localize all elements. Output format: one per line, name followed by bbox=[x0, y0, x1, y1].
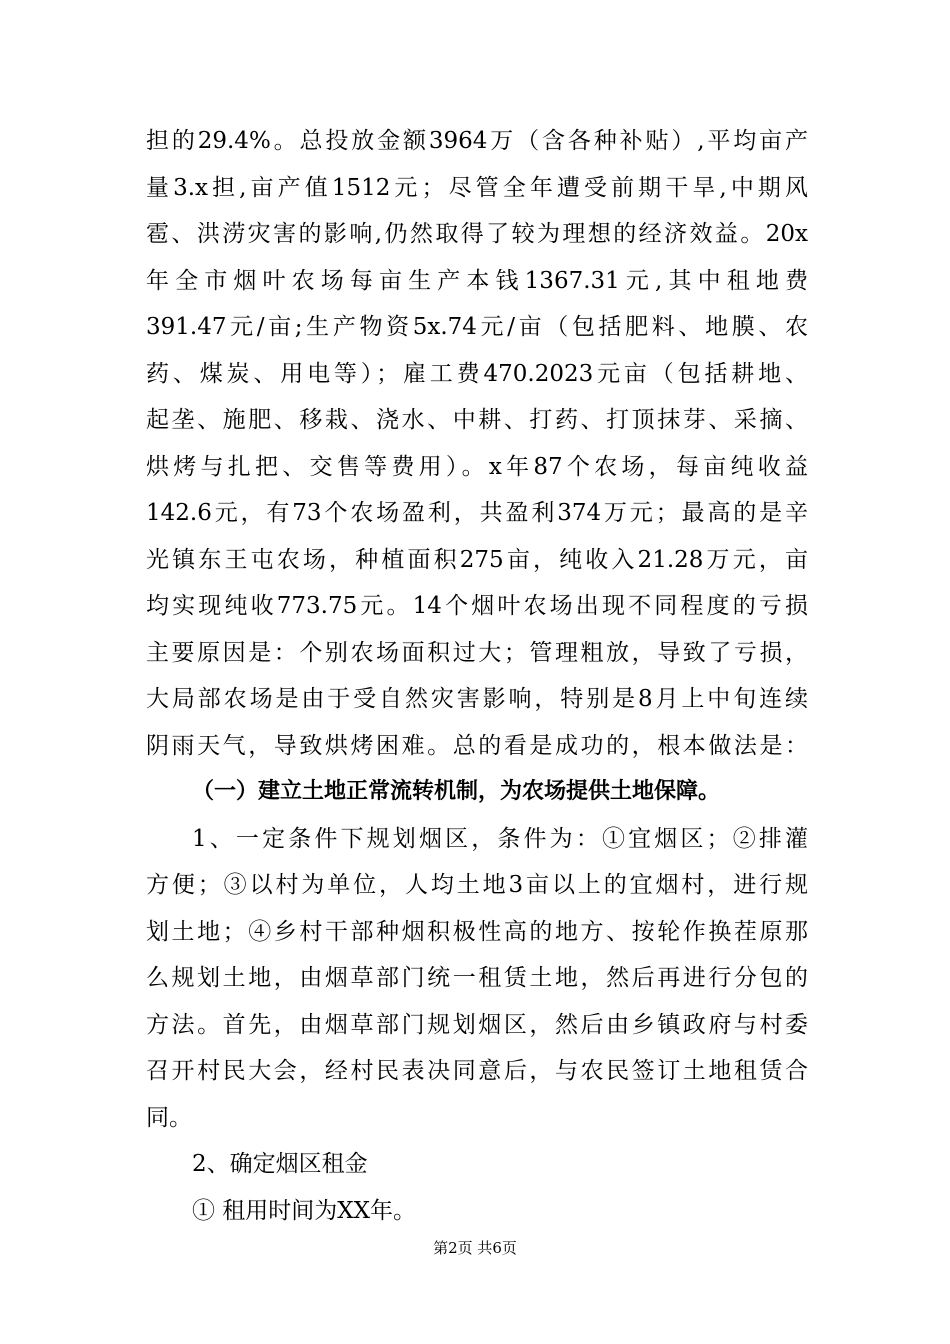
text-line: 召开村民大会，经村民表决同意后，与农民签订土地租赁合 bbox=[146, 1058, 808, 1084]
text-line: 同。 bbox=[146, 1104, 192, 1131]
text-line: 阴雨天气，导致烘烤困难。总的看是成功的，根本做法是： bbox=[146, 732, 808, 759]
text-line: 391.47元/亩;生产物资5x.74元/亩（包括肥料、地膜、农 bbox=[146, 314, 808, 340]
text-line: 雹、洪涝灾害的影响,仍然取得了较为理想的经济效益。20x bbox=[146, 221, 808, 247]
text-line: 主要原因是：个别农场面积过大；管理粗放，导致了亏损， bbox=[146, 639, 808, 666]
text-line: 方便；③以村为单位，人均土地3亩以上的宜烟村，进行规 bbox=[146, 872, 808, 898]
text-line: 担的29.4%。总投放金额3964万（含各种补贴）,平均亩产 bbox=[146, 128, 808, 154]
text-line: 划土地；④乡村干部种烟积极性高的地方、按轮作换茬原那 bbox=[146, 918, 808, 945]
text-line: 2、确定烟区租金 bbox=[192, 1151, 368, 1177]
text-line: ① 租用时间为XX年。 bbox=[192, 1197, 417, 1224]
text-line: 年全市烟叶农场每亩生产本钱1367.31元,其中租地费 bbox=[146, 267, 808, 294]
text-line: 烘烤与扎把、交售等费用）。x年87个农场，每亩纯收益 bbox=[146, 453, 808, 480]
text-line: 起垄、施肥、移栽、浇水、中耕、打药、打顶抹芽、采摘、 bbox=[146, 407, 808, 433]
text-line: 量3.x担,亩产值1512元；尽管全年遭受前期干旱,中期风 bbox=[146, 174, 808, 201]
text-line: 大局部农场是由于受自然灾害影响，特别是8月上中旬连续 bbox=[146, 686, 808, 712]
text-line: 142.6元，有73个农场盈利，共盈利374万元；最高的是辛 bbox=[146, 500, 808, 526]
text-line: 方法。首先，由烟草部门规划烟区，然后由乡镇政府与村委 bbox=[146, 1011, 808, 1038]
page-footer: 第2页 共6页 bbox=[433, 1239, 517, 1257]
text-line: 么规划土地，由烟草部门统一租赁土地，然后再进行分包的 bbox=[146, 965, 808, 991]
text-line: 1、一定条件下规划烟区，条件为：①宜烟区；②排灌 bbox=[192, 825, 808, 852]
section-heading: （一）建立土地正常流转机制，为农场提供土地保障。 bbox=[192, 779, 721, 804]
text-line: 均实现纯收773.75元。14个烟叶农场出现不同程度的亏损 bbox=[146, 593, 808, 619]
text-line: 光镇东王屯农场，种植面积275亩，纯收入21.28万元，亩 bbox=[146, 546, 808, 573]
text-line: 药、煤炭、用电等）；雇工费470.2023元亩（包括耕地、 bbox=[146, 360, 808, 387]
body-text bbox=[146, 118, 808, 1234]
